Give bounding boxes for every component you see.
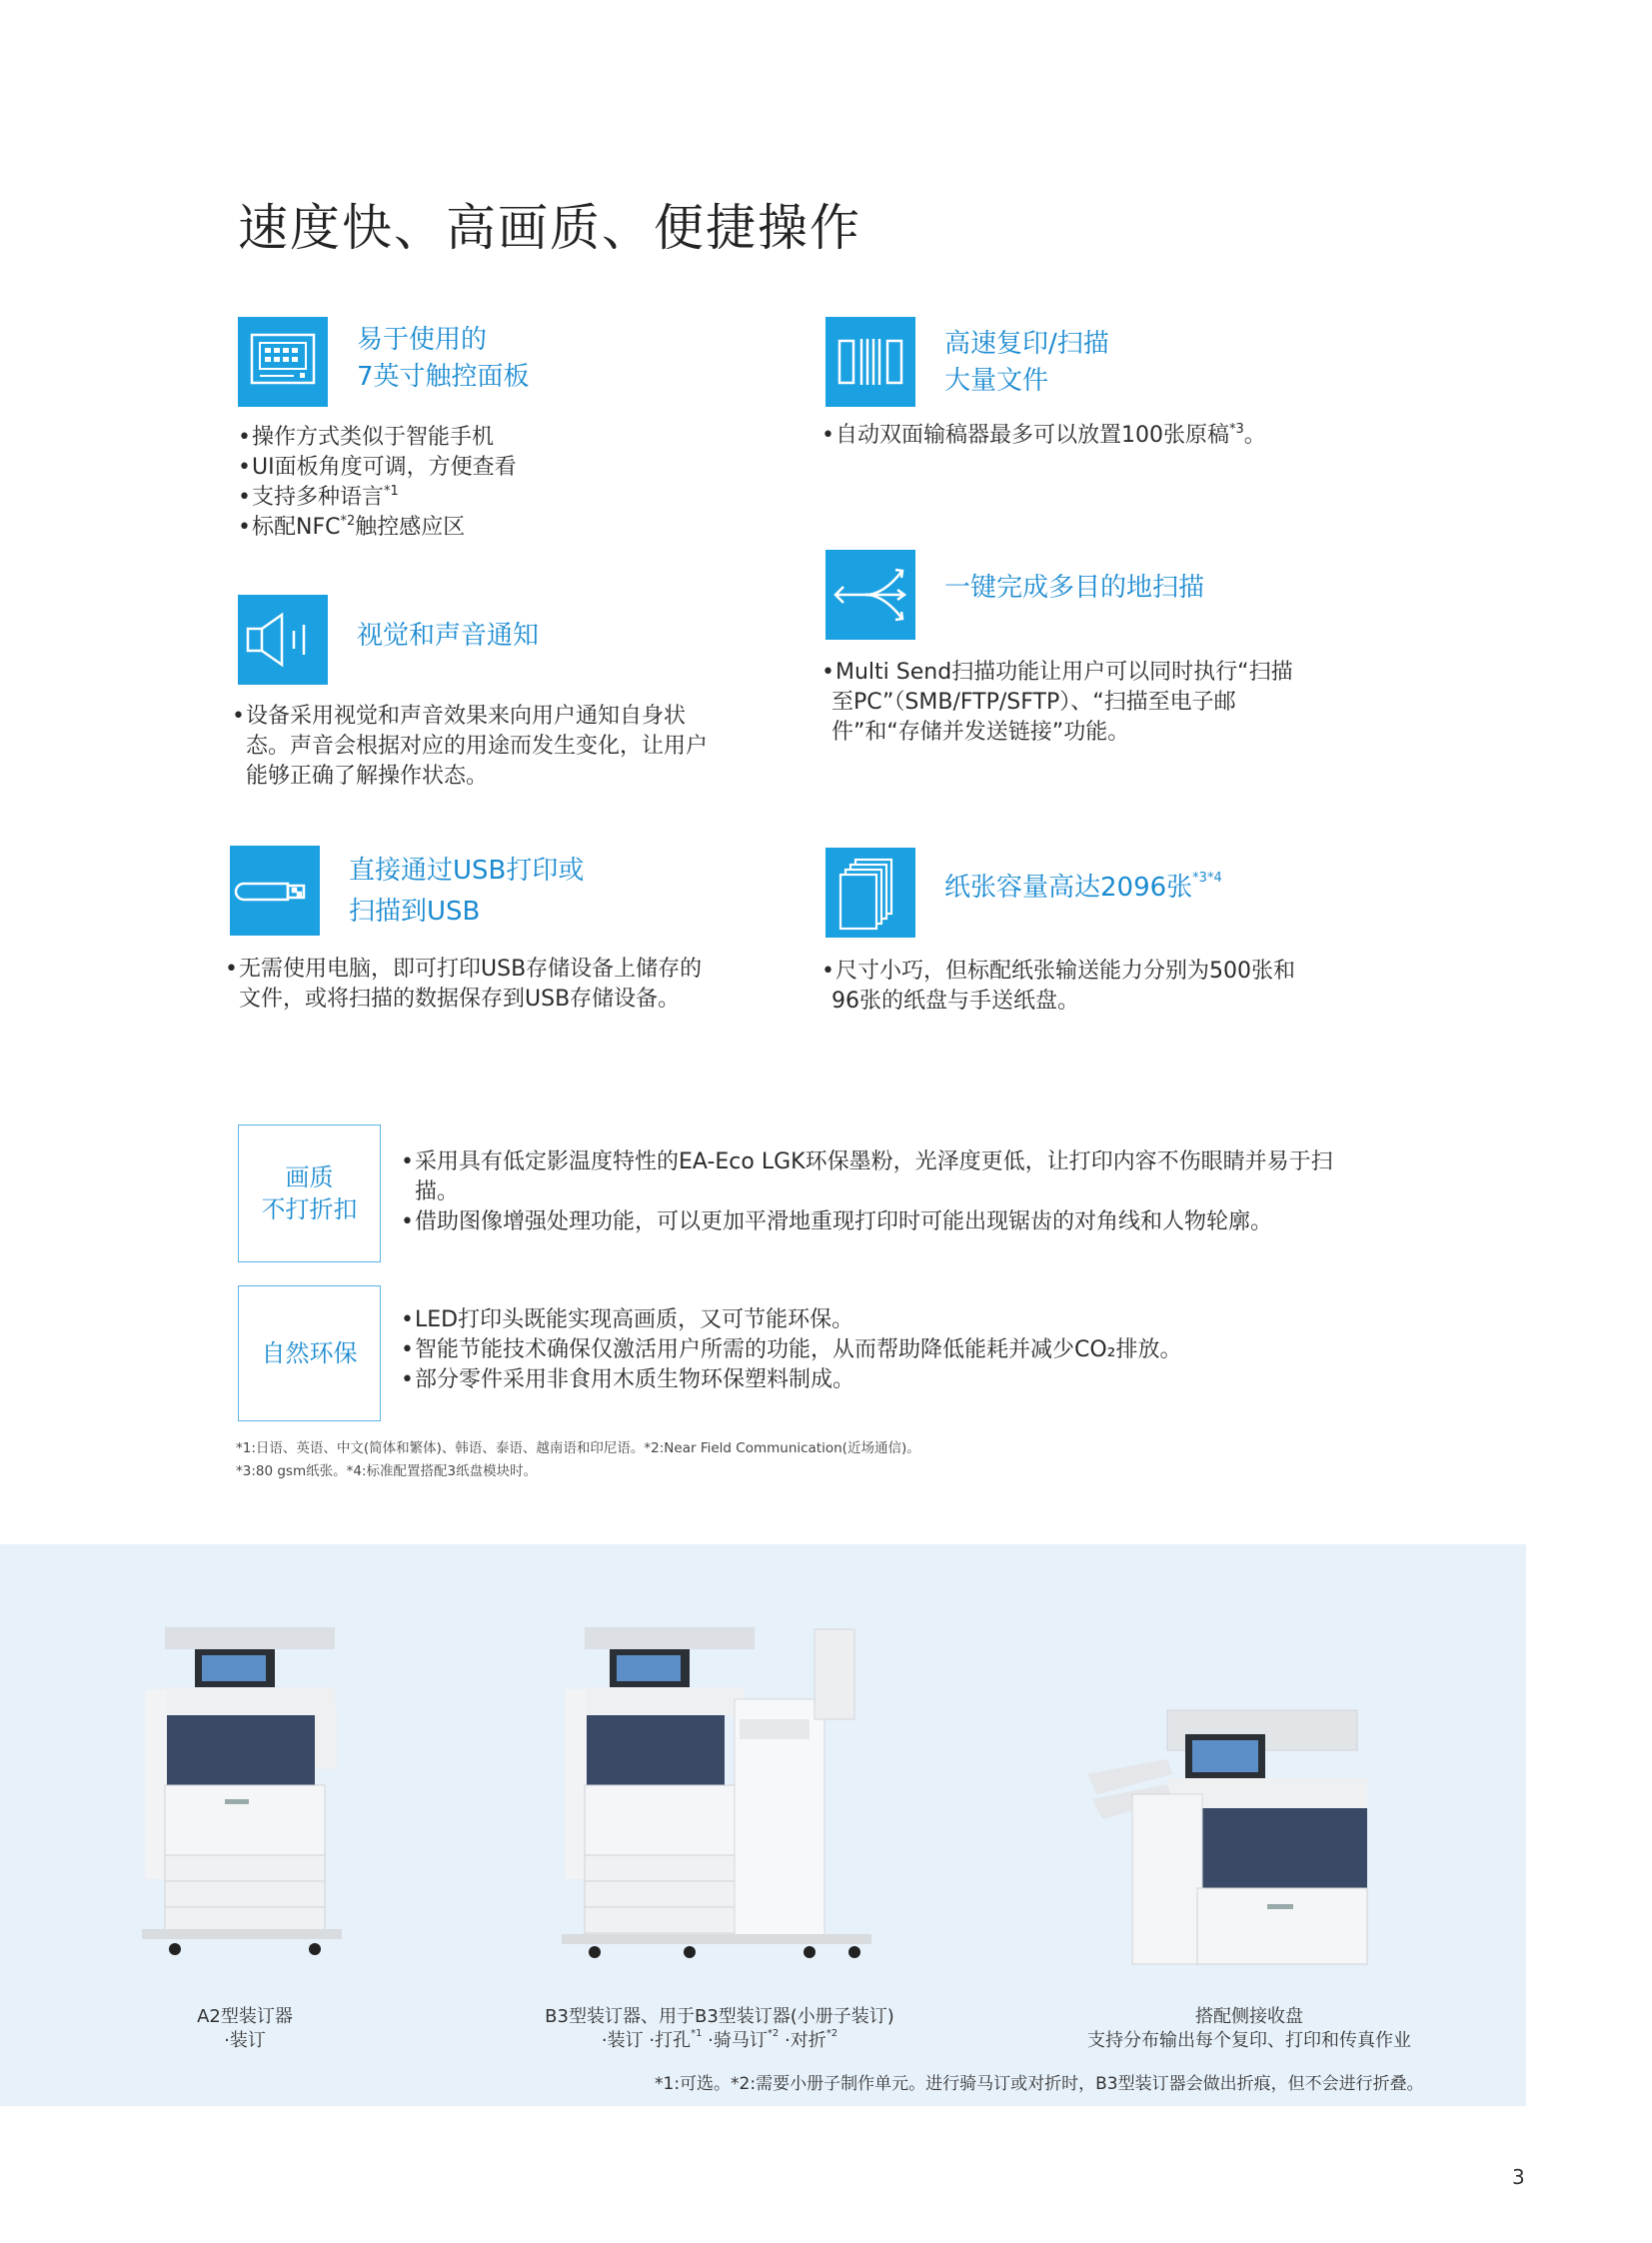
feature-paper-title: 纸张容量高达2096张$^{*3*4}$	[944, 871, 1222, 903]
band-footnote: *1:可选。*2:需要小册子制作单元。进行骑马订或对折时，B3型装订器会做出折痕，但不会进行折叠。	[655, 2074, 1424, 2094]
feature-usb-title: 直接通过USB打印或 扫描到USB	[349, 856, 585, 927]
tag-image-quality: 画质 不打折扣	[238, 1124, 381, 1262]
feature-notification-title: 视觉和声音通知	[357, 621, 540, 651]
touch-panel-icon	[238, 317, 328, 407]
machine-side-tray-image	[1077, 1704, 1397, 1969]
caption-a2-finisher: A2型装订器 ·装订	[197, 2006, 293, 2051]
feature-multisend-title: 一键完成多目的地扫描	[944, 573, 1205, 603]
footnotes: *1:日语、英语、中文(简体和繁体)、韩语、泰语、越南语和印尼语。*2:Near Field Communication(近场通信)。 *3:80 gsm纸张。*4:标准配置搭配3纸盘模块时。	[236, 1440, 920, 1479]
feature-paper-bullets: • 尺寸小巧，但标配纸张输送能力分别为500张和 96张的纸盘与手送纸盘。	[822, 957, 1295, 1017]
feature-touch-panel-title: 易于使用的 7英寸触控面板	[357, 325, 530, 392]
feature-feeder-bullets: • 自动双面输稿器最多可以放置100张原稿$^{*3}$。	[822, 421, 1266, 451]
feature-feeder-title: 高速复印/扫描 大量文件	[944, 329, 1109, 396]
document-feeder-icon	[826, 317, 915, 407]
feature-notification-bullets: • 设备采用视觉和声音效果来向用户通知自身状 态。声音会根据对应的用途而发生变化，让用户 能够正确了解操作状态。	[232, 702, 708, 792]
multi-send-icon	[826, 550, 915, 640]
page-number: 3	[1512, 2165, 1525, 2189]
tag-eco-bullets: • LED打印头既能实现高画质，又可节能环保。 • 智能节能技术确保仅激活用户所需的功能，从而帮助降低能耗并减少CO₂排放。 • 部分零件采用非食用木质生物环保塑料制成。	[401, 1305, 1182, 1395]
usb-icon	[230, 846, 320, 936]
machine-b3-finisher-image	[560, 1619, 879, 1969]
machine-a2-finisher-image	[140, 1619, 350, 1969]
caption-b3-finisher: B3型装订器、用于B3型装订器(小册子装订) ·装订 ·打孔$^{*1}$ ·骑马订$^{*2}$ ·对折$^{*2}$	[545, 2006, 894, 2051]
feature-multisend-bullets: • Multi Send扫描功能让用户可以同时执行“扫描 至PC”（SMB/FTP/SFTP）、“扫描至电子邮 件”和“存储并发送链接”功能。	[822, 658, 1293, 748]
feature-touch-panel-bullets: • 操作方式类似于智能手机 • UI面板角度可调，方便查看 • 支持多种语言$^{*1}$ • 标配NFC$^{*2}$触控感应区	[238, 423, 517, 543]
speaker-icon	[238, 595, 328, 685]
tag-image-quality-bullets: • 采用具有低定影温度特性的EA-Eco LGK环保墨粉，光泽度更低，让打印内容不伤眼睛并易于扫 描。 • 借助图像增强处理功能，可以更加平滑地重现打印时可能出现锯齿的对角线和人物轮廓。	[401, 1147, 1333, 1237]
caption-side-tray: 搭配侧接收盘 支持分布输出每个复印、打印和传真作业	[1087, 2006, 1411, 2051]
feature-usb-bullets: • 无需使用电脑，即可打印USB存储设备上储存的 文件，或将扫描的数据保存到USB存储设备。	[225, 955, 702, 1015]
tag-eco: 自然环保	[238, 1285, 381, 1421]
page-title: 速度快、高画质、便捷操作	[238, 199, 861, 257]
paper-stack-icon	[826, 848, 915, 938]
